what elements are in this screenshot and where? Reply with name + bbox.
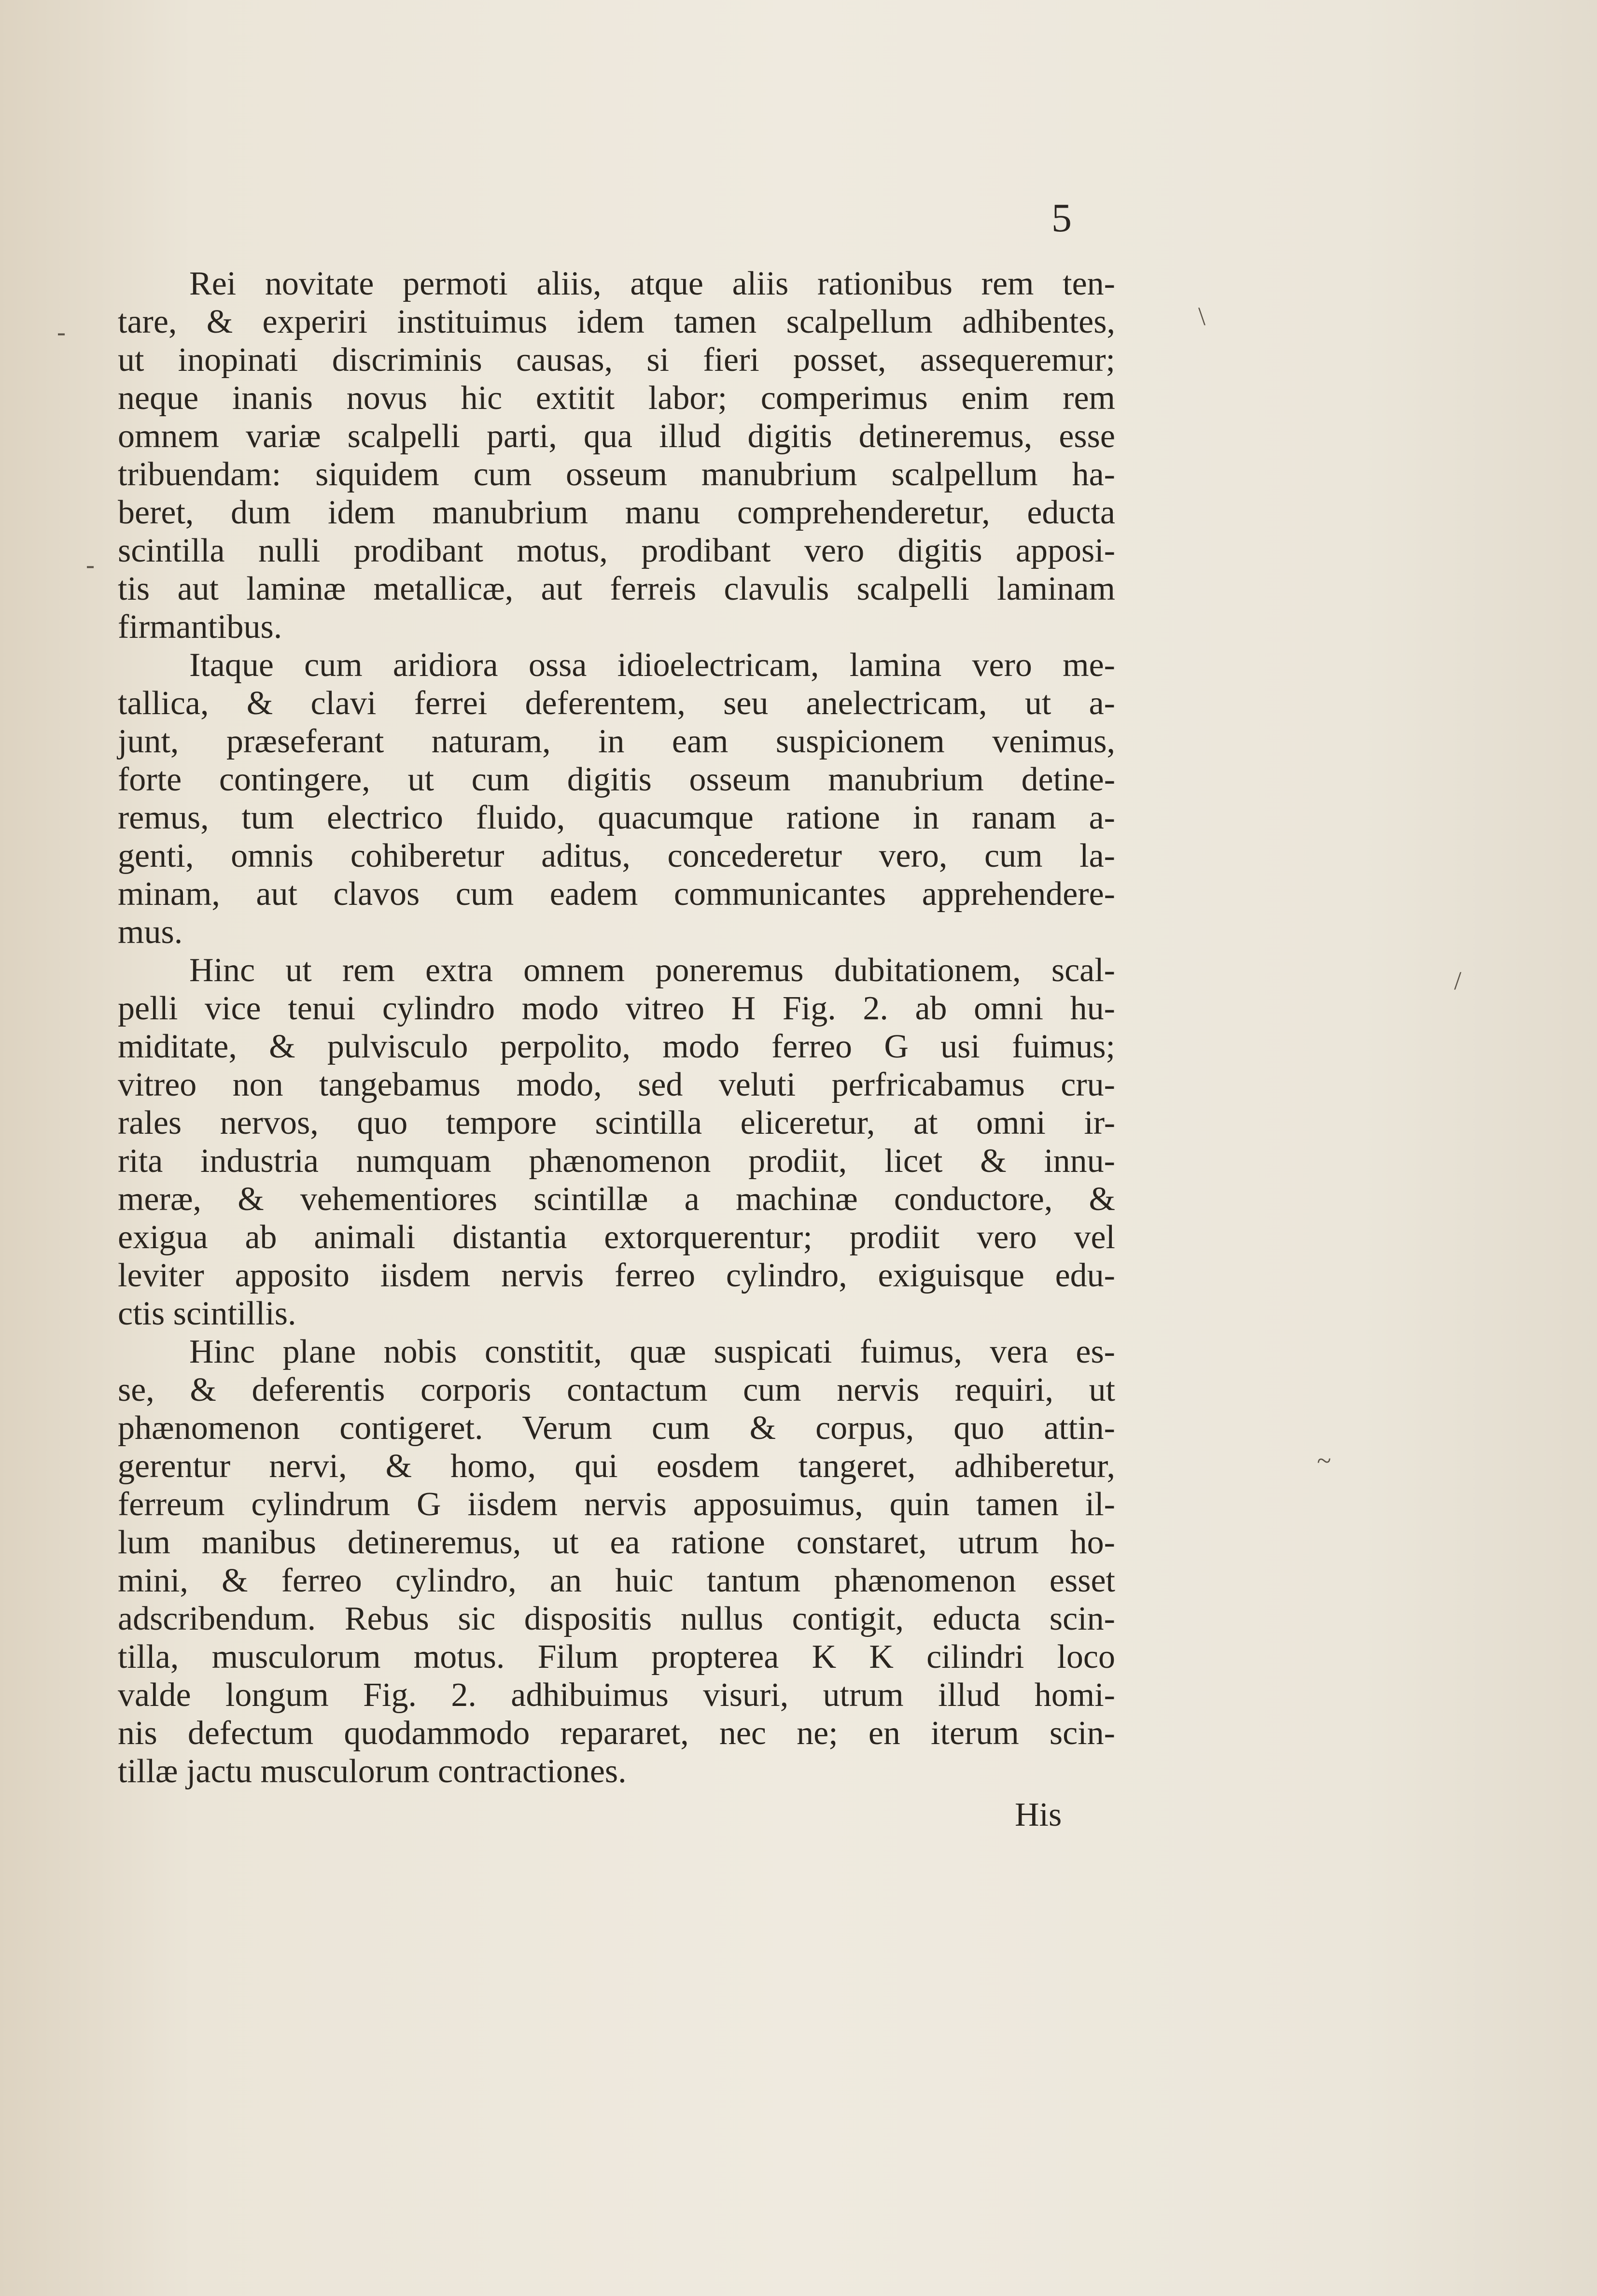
text-line: scintilla nulli prodibant motus, prodibant vero digitis apposi- xyxy=(118,532,1115,569)
text-line: remus, tum electrico fluido, quacumque ratione in ranam a- xyxy=(118,799,1115,836)
text-line: rita industria numquam phænomenon prodiit, licet & innu- xyxy=(118,1142,1115,1180)
text-line: miditate, & pulvisculo perpolito, modo ferreo G usi fuimus; xyxy=(118,1028,1115,1065)
text-line: mini, & ferreo cylindro, an huic tantum phænomenon esset xyxy=(118,1562,1115,1599)
text-line: tare, & experiri instituimus idem tamen scalpellum adhibentes, xyxy=(118,303,1115,340)
body-text xyxy=(118,265,1115,1790)
text-line: pelli vice tenui cylindro modo vitreo H Fig. 2. ab omni hu- xyxy=(118,990,1115,1027)
text-line: lum manibus detineremus, ut ea ratione constaret, utrum ho- xyxy=(118,1524,1115,1561)
paragraph-1 xyxy=(118,265,1115,646)
margin-speck: - xyxy=(86,550,95,579)
text-line: adscribendum. Rebus sic dispositis nullus contigit, educta scin- xyxy=(118,1600,1115,1637)
text-line: Rei novitate permoti aliis, atque aliis rationibus rem ten- xyxy=(189,265,1115,302)
text-line: junt, præseferant naturam, in eam suspicionem venimus, xyxy=(118,723,1115,760)
text-line: neque inanis novus hic extitit labor; comperimus enim rem xyxy=(118,380,1115,417)
text-line: firmantibus. xyxy=(118,608,282,646)
text-line: ferreum cylindrum G iisdem nervis apposuimus, quin tamen il- xyxy=(118,1486,1115,1523)
page-number: 5 xyxy=(1051,196,1072,240)
text-line: tilla, musculorum motus. Filum propterea K K cilindri loco xyxy=(118,1638,1115,1676)
margin-speck: ~ xyxy=(1317,1446,1331,1475)
text-line: leviter apposito iisdem nervis ferreo cylindro, exiguisque edu- xyxy=(118,1257,1115,1294)
text-line: mus. xyxy=(118,914,183,951)
text-line: vitreo non tangebamus modo, sed veluti perfricabamus cru- xyxy=(118,1066,1115,1103)
text-line: ut inopinati discriminis causas, si fieri posset, assequeremur; xyxy=(118,341,1115,379)
text-line: gerentur nervi, & homo, qui eosdem tangeret, adhiberetur, xyxy=(118,1448,1115,1485)
margin-speck: / xyxy=(1454,966,1462,995)
text-line: Hinc plane nobis constitit, quæ suspicati fuimus, vera es- xyxy=(189,1333,1115,1370)
paragraph-2 xyxy=(118,646,1115,951)
text-line: Hinc ut rem extra omnem poneremus dubitationem, scal- xyxy=(189,952,1115,989)
text-line: tillæ jactu musculorum contractiones. xyxy=(118,1753,627,1790)
text-line: nis defectum quodammodo repararet, nec ne; en iterum scin- xyxy=(118,1715,1115,1752)
text-line: omnem variæ scalpelli parti, qua illud digitis detineremus, esse xyxy=(118,418,1115,455)
text-line: forte contingere, ut cum digitis osseum manubrium detine- xyxy=(118,761,1115,798)
text-line: valde longum Fig. 2. adhibuimus visuri, utrum illud homi- xyxy=(118,1676,1115,1714)
text-line: tribuendam: siquidem cum osseum manubrium scalpellum ha- xyxy=(118,456,1115,493)
catchword: His xyxy=(1015,1796,1062,1833)
text-line: minam, aut clavos cum eadem communicantes apprehendere- xyxy=(118,875,1115,913)
margin-speck: - xyxy=(57,317,66,346)
text-line: tis aut laminæ metallicæ, aut ferreis clavulis scalpelli laminam xyxy=(118,570,1115,607)
text-line: tallica, & clavi ferrei deferentem, seu anelectricam, ut a- xyxy=(118,685,1115,722)
text-line: meræ, & vehementiores scintillæ a machinæ conductore, & xyxy=(118,1181,1115,1218)
text-line: Itaque cum aridiora ossa idioelectricam, lamina vero me- xyxy=(189,647,1115,684)
text-line: ctis scintillis. xyxy=(118,1295,296,1332)
text-line: se, & deferentis corporis contactum cum nervis requiri, ut xyxy=(118,1371,1115,1409)
text-line: rales nervos, quo tempore scintilla eliceretur, at omni ir- xyxy=(118,1104,1115,1141)
text-line: phænomenon contigeret. Verum cum & corpus, quo attin- xyxy=(118,1409,1115,1447)
paragraph-4 xyxy=(118,1333,1115,1790)
margin-speck: \ xyxy=(1198,302,1206,331)
text-line: genti, omnis cohiberetur aditus, concederetur vero, cum la- xyxy=(118,837,1115,874)
paragraph-3 xyxy=(118,951,1115,1333)
text-line: exigua ab animali distantia extorquerentur; prodiit vero vel xyxy=(118,1219,1115,1256)
text-line: beret, dum idem manubrium manu comprehenderetur, educta xyxy=(118,494,1115,531)
